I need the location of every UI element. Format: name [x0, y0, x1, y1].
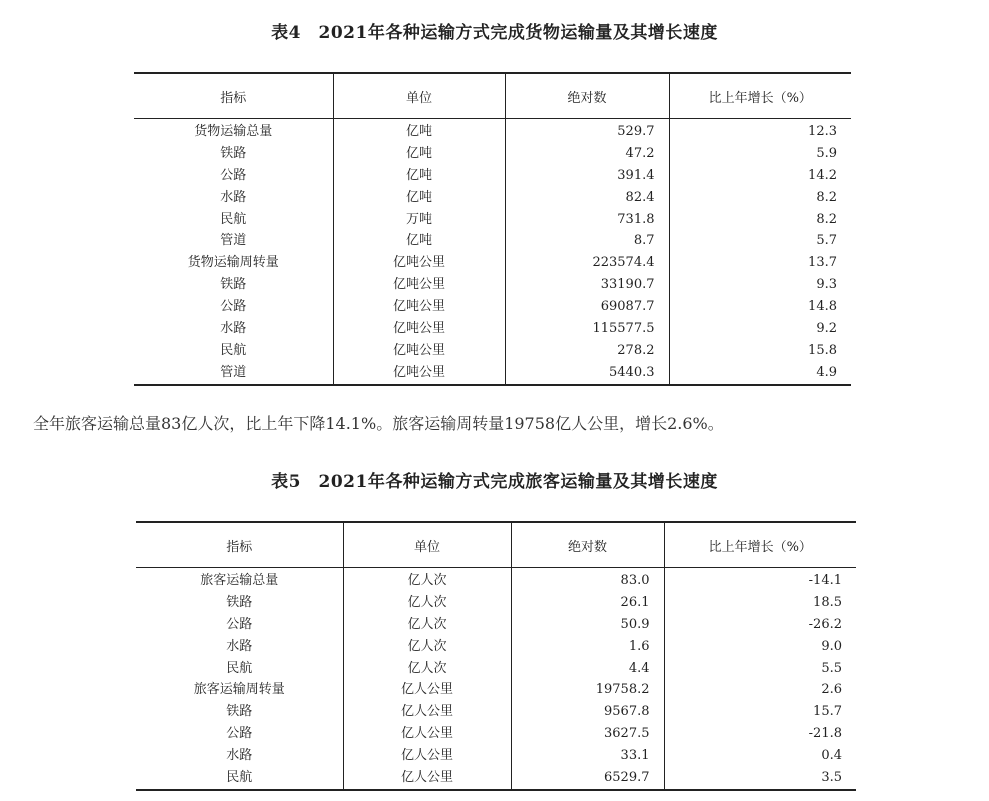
header-absolute: 绝对数	[511, 522, 664, 568]
cell-absolute: 47.2	[505, 143, 669, 165]
cell-unit: 亿吨公里	[333, 274, 505, 296]
table5-title: 表5 2021年各种运输方式完成旅客运输量及其增长速度	[271, 472, 718, 492]
table-header-row	[136, 522, 856, 568]
table-row	[136, 614, 856, 636]
cell-growth: 15.8	[808, 342, 837, 358]
cell-indicator: 民航	[136, 658, 343, 680]
header-indicator: 指标	[134, 73, 333, 119]
cell-growth: 14.8	[808, 299, 837, 315]
cell-absolute: 223574.4	[505, 252, 669, 274]
cell-growth: 14.2	[808, 167, 837, 183]
table-row	[136, 658, 856, 680]
cell-growth: 5.5	[821, 660, 842, 676]
cell-growth: 2.6	[821, 682, 842, 698]
cell-growth: 9.0	[821, 638, 842, 654]
cell-absolute: 50.9	[511, 614, 664, 636]
cell-growth: 5.9	[816, 145, 837, 161]
cell-unit: 亿吨	[333, 187, 505, 209]
table-row	[134, 119, 851, 143]
cell-indicator: 公路	[134, 296, 333, 318]
cell-unit: 亿吨	[333, 165, 505, 187]
cell-indicator: 管道	[134, 230, 333, 252]
cell-unit: 亿人次	[343, 636, 511, 658]
cell-indicator: 旅客运输周转量	[136, 679, 343, 701]
cell-unit: 亿吨公里	[333, 362, 505, 385]
cell-growth: 15.7	[813, 704, 842, 720]
cell-absolute: 6529.7	[511, 767, 664, 790]
cell-absolute: 8.7	[505, 230, 669, 252]
cell-indicator: 民航	[136, 767, 343, 790]
cell-absolute: 82.4	[505, 187, 669, 209]
table-row	[134, 296, 851, 318]
cell-absolute: 115577.5	[505, 318, 669, 340]
table-row	[134, 143, 851, 165]
cell-indicator: 公路	[136, 614, 343, 636]
cell-indicator: 公路	[136, 723, 343, 745]
cell-absolute: 26.1	[511, 592, 664, 614]
cell-absolute: 19758.2	[511, 679, 664, 701]
cell-absolute: 731.8	[505, 209, 669, 231]
cell-indicator: 水路	[134, 318, 333, 340]
cell-absolute: 9567.8	[511, 701, 664, 723]
cell-growth: 13.7	[808, 255, 837, 271]
cell-absolute: 391.4	[505, 165, 669, 187]
cell-indicator: 水路	[136, 745, 343, 767]
table-row	[134, 252, 851, 274]
passenger-table-grid	[136, 521, 856, 791]
passenger-table	[136, 521, 856, 791]
cell-indicator: 民航	[134, 209, 333, 231]
freight-table	[134, 72, 851, 386]
cell-growth: 9.2	[816, 320, 837, 336]
table-header-row	[134, 73, 851, 119]
table-row	[136, 701, 856, 723]
cell-unit: 亿人公里	[343, 701, 511, 723]
cell-indicator: 公路	[134, 165, 333, 187]
table-row	[136, 636, 856, 658]
cell-absolute: 3627.5	[511, 723, 664, 745]
freight-table-grid	[134, 72, 851, 386]
cell-indicator: 货物运输总量	[134, 119, 333, 143]
cell-unit: 亿人公里	[343, 723, 511, 745]
cell-unit: 亿人公里	[343, 745, 511, 767]
cell-growth: -21.8	[808, 726, 842, 742]
cell-unit: 亿吨	[333, 143, 505, 165]
table4-title: 表4 2021年各种运输方式完成货物运输量及其增长速度	[271, 23, 718, 43]
table-row	[134, 209, 851, 231]
cell-growth: -26.2	[808, 616, 842, 632]
table-row	[134, 274, 851, 296]
cell-indicator: 铁路	[134, 143, 333, 165]
cell-indicator: 民航	[134, 340, 333, 362]
cell-unit: 亿吨	[333, 230, 505, 252]
cell-absolute: 529.7	[505, 119, 669, 143]
cell-unit: 亿人次	[343, 568, 511, 592]
table-row	[136, 767, 856, 790]
cell-growth: 8.2	[816, 189, 837, 205]
header-absolute: 绝对数	[505, 73, 669, 119]
table-row	[134, 362, 851, 385]
table-row	[136, 679, 856, 701]
cell-unit: 亿吨	[333, 119, 505, 143]
cell-unit: 亿吨公里	[333, 252, 505, 274]
cell-unit: 亿吨公里	[333, 296, 505, 318]
cell-indicator: 铁路	[136, 701, 343, 723]
table-row	[134, 318, 851, 340]
cell-unit: 亿人公里	[343, 767, 511, 790]
cell-indicator: 铁路	[134, 274, 333, 296]
cell-unit: 亿人次	[343, 658, 511, 680]
cell-growth: -14.1	[808, 572, 842, 588]
cell-indicator: 旅客运输总量	[136, 568, 343, 592]
cell-indicator: 铁路	[136, 592, 343, 614]
cell-growth: 9.3	[816, 277, 837, 293]
passenger-summary-paragraph: 全年旅客运输总量83亿人次，比上年下降14.1%。旅客运输周转量19758亿人公里，增长2.6%。	[33, 414, 724, 433]
table-row	[136, 745, 856, 767]
cell-absolute: 278.2	[505, 340, 669, 362]
cell-unit: 亿人次	[343, 614, 511, 636]
cell-unit: 亿人公里	[343, 679, 511, 701]
cell-absolute: 33190.7	[505, 274, 669, 296]
cell-unit: 亿吨公里	[333, 318, 505, 340]
header-growth: 比上年增长（%）	[664, 522, 856, 568]
table-row	[136, 568, 856, 592]
cell-absolute: 4.4	[511, 658, 664, 680]
table-row	[134, 340, 851, 362]
table-row	[136, 723, 856, 745]
cell-absolute: 33.1	[511, 745, 664, 767]
table-row	[134, 187, 851, 209]
cell-unit: 亿吨公里	[333, 340, 505, 362]
header-unit: 单位	[343, 522, 511, 568]
cell-unit: 万吨	[333, 209, 505, 231]
table-row	[136, 592, 856, 614]
cell-growth: 12.3	[808, 123, 837, 139]
cell-absolute: 83.0	[511, 568, 664, 592]
cell-absolute: 5440.3	[505, 362, 669, 385]
cell-growth: 8.2	[816, 211, 837, 227]
cell-indicator: 水路	[136, 636, 343, 658]
header-indicator: 指标	[136, 522, 343, 568]
cell-absolute: 69087.7	[505, 296, 669, 318]
header-unit: 单位	[333, 73, 505, 119]
cell-growth: 0.4	[821, 748, 842, 764]
cell-growth: 4.9	[669, 362, 851, 385]
table-row	[134, 230, 851, 252]
cell-indicator: 水路	[134, 187, 333, 209]
cell-growth: 5.7	[816, 233, 837, 249]
cell-indicator: 货物运输周转量	[134, 252, 333, 274]
cell-absolute: 1.6	[511, 636, 664, 658]
cell-growth: 3.5	[664, 767, 856, 790]
cell-growth: 18.5	[813, 594, 842, 610]
cell-unit: 亿人次	[343, 592, 511, 614]
header-growth: 比上年增长（%）	[669, 73, 851, 119]
table-row	[134, 165, 851, 187]
cell-indicator: 管道	[134, 362, 333, 385]
